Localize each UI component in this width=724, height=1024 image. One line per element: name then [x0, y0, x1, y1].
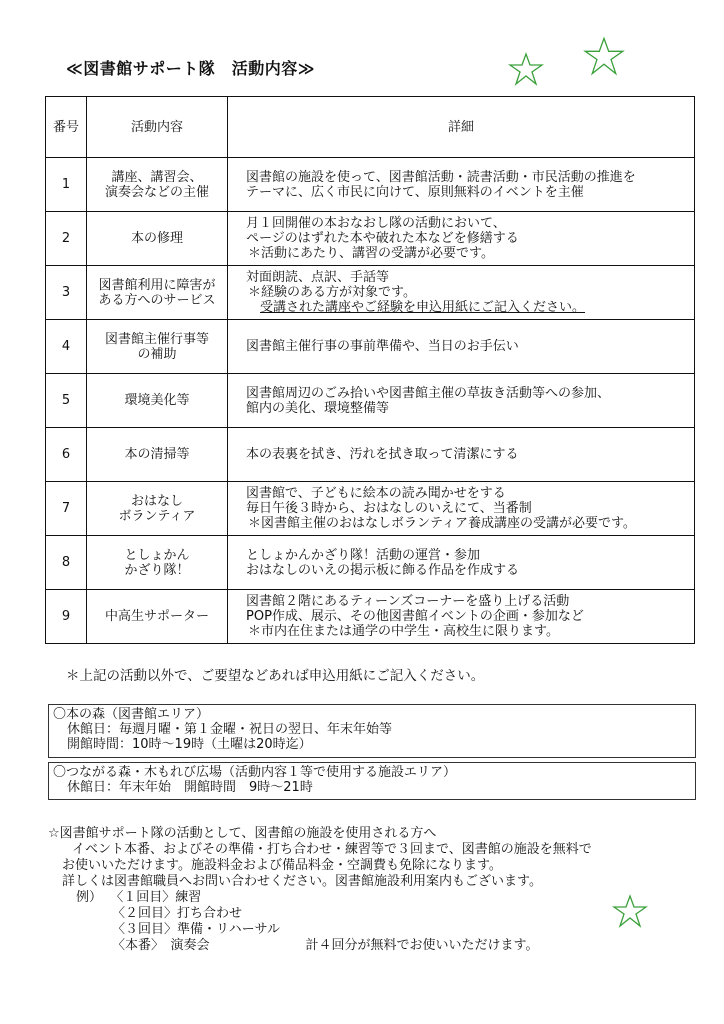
detail-line: おはなしのいえの掲示板に飾る作品を作成する [246, 562, 520, 578]
detail-line: 毎日午後３時から、おはなしのいえにて、当番制 [246, 501, 532, 516]
table-row [46, 536, 695, 590]
activity-name [87, 374, 228, 428]
detail-line: ページのはずれた本や破れた本などを修繕する [246, 231, 519, 246]
activity-name-line: 環境美化等 [124, 393, 190, 408]
detail-line: 図書館主催行事の事前準備や、当日のお手伝い [246, 339, 519, 354]
activity-name [87, 536, 228, 590]
activity-name-line: 本の清掃等 [124, 447, 190, 462]
activity-detail [228, 266, 695, 320]
box-heading: 〇つながる森・木もれび広場（活動内容１等で使用する施設エリア） [53, 765, 457, 780]
notice-line: イベント本番、およびその準備・打ち合わせ・練習等で３回まで、図書館の施設を無料で [72, 842, 592, 857]
info-box-library [48, 704, 696, 758]
table-row [46, 158, 695, 212]
activity-name [87, 266, 228, 320]
info-box-facility [48, 762, 696, 800]
notice-line: ☆図書館サポート隊の活動として、図書館の施設を使用される方へ [48, 826, 437, 841]
activity-detail [228, 536, 695, 590]
activity-name-line: 図書館主催行事等 [104, 331, 209, 347]
activity-name [87, 158, 228, 212]
star-icon [508, 52, 544, 86]
detail-line: 図書館の施設を使って、図書館活動・読書活動・市民活動の推進を [246, 169, 636, 185]
star-icon [582, 36, 626, 76]
detail-line: 図書館周辺のごみ拾いや図書館主催の草抜き活動等への参加、 [246, 385, 611, 401]
activity-detail [228, 320, 695, 374]
activity-name-line: かざり隊！ [124, 562, 190, 578]
activity-detail [228, 482, 695, 536]
activity-name [87, 320, 228, 374]
page-title: ≪図書館サポート隊 活動内容≫ [66, 59, 316, 78]
row-number: 3 [46, 266, 87, 320]
activity-name [87, 482, 228, 536]
activity-detail [228, 590, 695, 644]
table-row [46, 320, 695, 374]
row-number: 2 [46, 212, 87, 266]
header-activity: 活動内容 [87, 97, 228, 158]
table-row [46, 266, 695, 320]
activity-name-line: 本の修理 [130, 231, 183, 246]
activity-name-line: としょかん [124, 547, 190, 563]
row-number: 7 [46, 482, 87, 536]
note-text: ＊上記の活動以外で、ご要望などあれば申込用紙にご記入ください。 [66, 668, 485, 684]
detail-line: 月１回開催の本おなおし隊の活動において、 [246, 216, 506, 231]
row-number: 1 [46, 158, 87, 212]
example-item: 〈３回目〉準備・リハーサル [112, 922, 280, 937]
activity-name-line: 演奏会などの主催 [104, 184, 209, 200]
detail-line: POP作成、展示、その他図書館イベントの企画・参加など [246, 609, 584, 624]
activity-detail [228, 428, 695, 482]
detail-line: としょかんかざり隊！活動の運営・参加 [246, 547, 481, 563]
activity-name-line: 中高生サポーター [104, 609, 209, 624]
row-number: 4 [46, 320, 87, 374]
detail-line: ＊図書館主催のおはなしボランティア養成講座の受講が必要です。 [248, 516, 636, 531]
notice-line: お使いいただけます。施設料金および備品料金・空調費も免除になります。 [62, 858, 502, 873]
facility-usage-notice [48, 826, 688, 954]
box-heading: 〇本の森（図書館エリア） [53, 707, 210, 722]
row-number: 9 [46, 590, 87, 644]
example-line [48, 890, 688, 906]
total-note: 計４回分が無料でお使いいただけます。 [305, 938, 539, 953]
activity-detail [228, 212, 695, 266]
detail-line: テーマに、広く市民に向けて、原則無料のイベントを主催 [246, 184, 584, 200]
notice-line: 詳しくは図書館職員へお問い合わせください。図書館施設利用案内もございます。 [62, 874, 542, 889]
header-number: 番号 [46, 97, 87, 158]
detail-line: 図書館で、子どもに絵本の読み聞かせをする [246, 486, 506, 501]
activity-name [87, 428, 228, 482]
activity-detail [228, 374, 695, 428]
activity-name-line: 講座、講習会、 [111, 169, 203, 185]
example-item: 〈本番〉 演奏会 [112, 938, 210, 953]
closed-days: 休館日：年末年始 開館時間 9時～21時 [67, 780, 313, 795]
table-row [46, 428, 695, 482]
detail-line: 本の表裏を拭き、汚れを拭き取って清潔にする [246, 447, 519, 462]
activity-table [45, 96, 695, 644]
detail-line: ＊市内在住または通学の中学生・高校生に限ります。 [248, 624, 559, 639]
detail-line: ＊活動にあたり、講習の受講が必要です。 [248, 246, 494, 261]
example-item: 〈２回目〉打ち合わせ [112, 906, 243, 921]
example-line [48, 938, 688, 954]
table-row [46, 590, 695, 644]
header-detail: 詳細 [228, 97, 695, 158]
activity-name [87, 212, 228, 266]
activity-name-line: 図書館利用に障害が [98, 277, 216, 293]
table-row [46, 212, 695, 266]
opening-hours: 開館時間：10時～19時（土曜は20時迄） [67, 737, 312, 752]
table-row [46, 482, 695, 536]
detail-line: 図書館２階にあるティーンズコーナーを盛り上げる活動 [246, 594, 570, 609]
detail-line: 受講された講座やご経験を申込用紙にご記入ください。 [260, 300, 586, 315]
activity-name-line: の補助 [137, 346, 177, 362]
activity-name-line: ボランティア [118, 508, 196, 524]
table-row [46, 374, 695, 428]
activity-name-line: おはなし [130, 493, 183, 509]
activity-name-line: ある方へのサービス [98, 292, 216, 308]
activity-name [87, 590, 228, 644]
table-header-row [46, 97, 695, 158]
closed-days: 休館日：毎週月曜・第１金曜・祝日の翌日、年末年始等 [67, 722, 393, 737]
activity-detail [228, 158, 695, 212]
detail-line: ＊経験のある方が対象です。 [248, 285, 416, 300]
row-number: 5 [46, 374, 87, 428]
detail-line: 対面朗読、点訳、手話等 [246, 270, 390, 285]
row-number: 6 [46, 428, 87, 482]
row-number: 8 [46, 536, 87, 590]
example-item: 〈１回目〉練習 [110, 890, 202, 905]
detail-line: 館内の美化、環境整備等 [246, 400, 390, 416]
example-label: 例） [76, 890, 103, 905]
